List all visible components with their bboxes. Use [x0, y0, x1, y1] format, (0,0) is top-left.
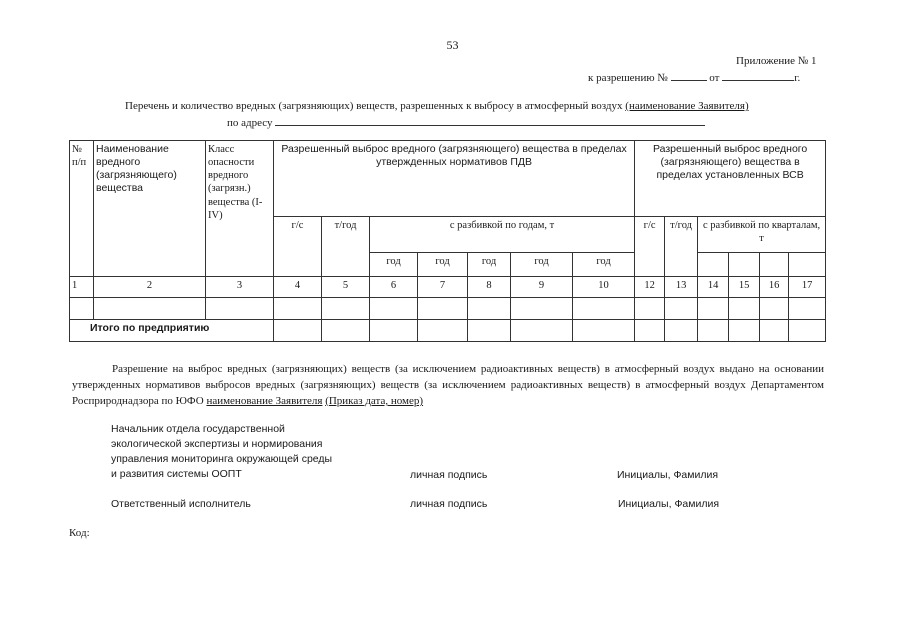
- header-year-3: год: [468, 253, 511, 277]
- header-year-5: год: [573, 253, 635, 277]
- address-blank: [275, 115, 705, 126]
- header-year-2: год: [418, 253, 468, 277]
- column-numbers-row: [70, 277, 826, 298]
- col-number: 8: [468, 277, 511, 298]
- header-year-1: год: [370, 253, 418, 277]
- total-row: [70, 320, 826, 342]
- permit-paragraph: [72, 362, 824, 410]
- permit-date-blank: [722, 70, 794, 81]
- header-quarter-4: [789, 253, 826, 277]
- col-number: 13: [665, 277, 698, 298]
- appendix-label: Приложение № 1: [736, 55, 817, 67]
- header-hazard-class: Класс опасности вредного (загрязн.) вещества (I-IV): [206, 141, 274, 277]
- col-number: 17: [789, 277, 826, 298]
- head-title-line: Начальник отдела государственной: [111, 423, 285, 435]
- header-num: № п/п: [70, 141, 94, 277]
- document-title: [125, 100, 749, 112]
- head-title-line: и развития системы ООПТ: [111, 467, 242, 480]
- header-pdv-tyear: т/год: [322, 217, 370, 277]
- col-number: 1: [70, 277, 94, 298]
- head-signature: личная подпись: [410, 469, 488, 481]
- executor-initials: Инициалы, Фамилия: [618, 498, 720, 510]
- page-number: 53: [446, 38, 459, 52]
- address-label: по адресу: [227, 117, 273, 129]
- permit-from: от: [709, 72, 720, 84]
- address-line: [227, 115, 705, 129]
- col-number: 2: [94, 277, 206, 298]
- permit-prefix: к разрешению №: [588, 72, 668, 84]
- paragraph-text: Разрешение на выброс вредных (загрязняющих) веществ (за исключением радиоактивных веществ) в атмосферный воздух выдано на основании утвержденных нормативов выбросов вредных (загрязняющих) веществ (за исключением радиоактивных веществ) в атмосферный воздух Департаментом Росприроднадзора по ЮФО: [72, 363, 824, 407]
- header-substance-name: Наименование вредного (загрязняющего) вещества: [94, 141, 206, 277]
- executor-signature: личная подпись: [410, 498, 488, 510]
- col-number: 14: [698, 277, 729, 298]
- col-number: 3: [206, 277, 274, 298]
- total-label: Итого по предприятию: [70, 320, 274, 342]
- permit-suffix: г.: [794, 72, 801, 84]
- title-applicant: (наименование Заявителя): [625, 100, 749, 112]
- header-vsv: Разрешенный выброс вредного (загрязняющего) вещества в пределах установленных ВСВ: [635, 141, 826, 217]
- head-title-block: [111, 422, 332, 482]
- header-quarter-1: [698, 253, 729, 277]
- col-number: 15: [729, 277, 760, 298]
- emissions-table: [69, 140, 826, 342]
- paragraph-applicant: наименование Заявителя: [206, 394, 323, 407]
- header-year-4: год: [511, 253, 573, 277]
- empty-data-row: [70, 298, 826, 320]
- col-number: 10: [573, 277, 635, 298]
- title-text: Перечень и количество вредных (загрязняющих) веществ, разрешенных к выбросу в атмосферный воздух: [125, 100, 623, 112]
- permit-reference: [588, 70, 800, 84]
- header-by-quarters: с разбивкой по кварталам, т: [698, 217, 826, 253]
- header-quarter-2: [729, 253, 760, 277]
- col-number: 12: [635, 277, 665, 298]
- header-quarter-3: [760, 253, 789, 277]
- header-vsv-tyear: т/год: [665, 217, 698, 277]
- col-number: 7: [418, 277, 468, 298]
- head-initials: Инициалы, Фамилия: [617, 469, 719, 481]
- code-label: Код:: [69, 527, 90, 539]
- header-vsv-gs: г/с: [635, 217, 665, 277]
- paragraph-order: (Приказ дата, номер): [325, 394, 424, 407]
- col-number: 6: [370, 277, 418, 298]
- col-number: 4: [274, 277, 322, 298]
- permit-number-blank: [671, 70, 707, 81]
- header-by-years: с разбивкой по годам, т: [370, 217, 635, 253]
- col-number: 9: [511, 277, 573, 298]
- head-title-line: экологической экспертизы и нормирования: [111, 437, 323, 450]
- executor-label: Ответственный исполнитель: [111, 498, 251, 510]
- header-pdv: Разрешенный выброс вредного (загрязняющего) вещества в пределах утвержденных нормативов ПДВ: [274, 141, 635, 217]
- header-pdv-gs: г/с: [274, 217, 322, 277]
- col-number: 5: [322, 277, 370, 298]
- head-title-line: управления мониторинга окружающей среды: [111, 452, 333, 465]
- col-number: 16: [760, 277, 789, 298]
